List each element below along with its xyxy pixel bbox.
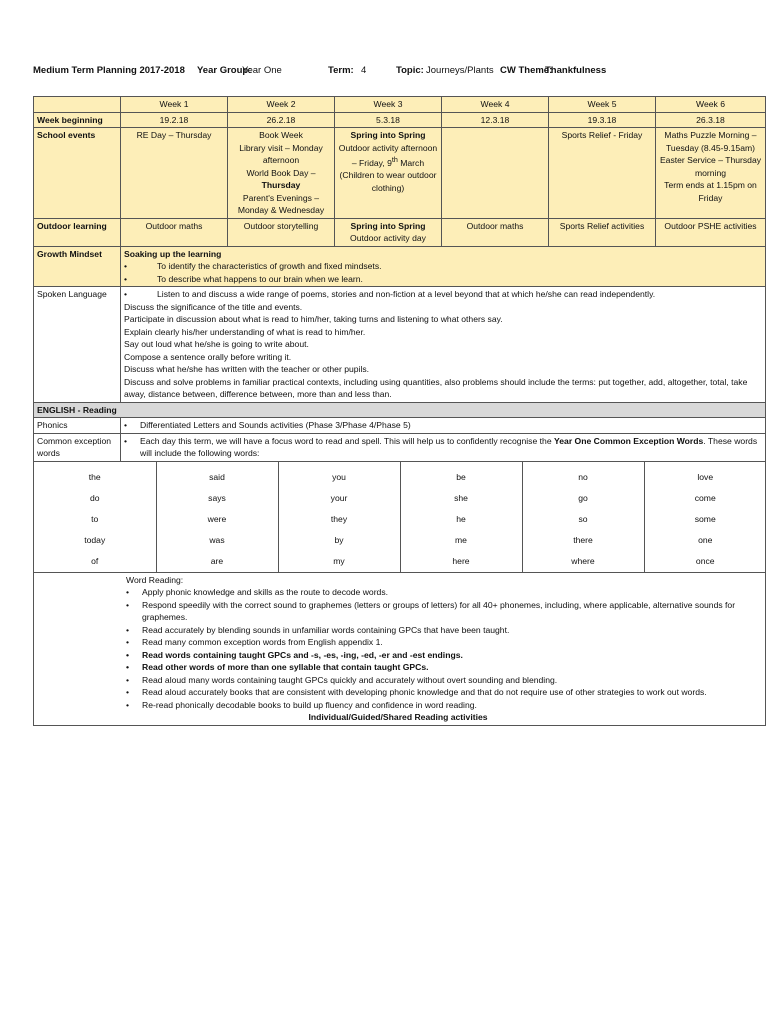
english-reading-row — [34, 402, 766, 418]
list-item: • Read many common exception words from English appendix 1. — [126, 637, 383, 647]
exception-word: to — [34, 509, 156, 530]
word-row — [34, 462, 766, 488]
event-cell: Book Week Library visit – Monday afternoon World Book Day – Thursday Parent's Evenings – Monday & Wednesday — [228, 128, 335, 219]
exception-word: your — [278, 488, 400, 509]
list-item: • Listen to and discuss a wide range of poems, stories and non-fiction at a level beyond that at which he/she can read independently. — [124, 289, 656, 299]
word-row — [34, 551, 766, 572]
topic-value: Journeys/Plants — [426, 65, 494, 76]
row-label: Outdoor learning — [34, 218, 121, 246]
word-reading-row — [34, 572, 766, 725]
year-group-value: Year One — [242, 65, 282, 76]
word-list-cell — [34, 461, 766, 572]
row-label: Week beginning — [34, 112, 121, 128]
exception-word: me — [400, 530, 522, 551]
growth-mindset-content — [121, 246, 766, 287]
week-heading: Week 6 — [656, 97, 766, 113]
word-row — [34, 530, 766, 551]
document-title: Medium Term Planning 2017-2018 — [33, 65, 185, 76]
document-header — [0, 65, 770, 81]
exception-word: do — [34, 488, 156, 509]
bullet-icon: • — [126, 687, 130, 697]
outdoor-cell: Outdoor maths — [121, 218, 228, 246]
section-heading: ENGLISH - Reading — [34, 402, 766, 418]
week-date: 26.2.18 — [228, 112, 335, 128]
event-cell: Spring into Spring Outdoor activity afternoon – Friday, 9th March (Children to wear outdoor clothing) — [335, 128, 442, 219]
list-item: • To describe what happens to our brain when we learn. — [124, 273, 363, 284]
exception-word: one — [698, 534, 713, 545]
bullet-icon: • — [126, 649, 130, 660]
word-row — [34, 488, 766, 509]
outdoor-cell: Outdoor storytelling — [228, 218, 335, 246]
cw-theme-label: CW Theme: — [500, 65, 553, 76]
exception-word: you — [278, 462, 400, 488]
list-item: • Re-read phonically decodable books to build up fluency and confidence in word reading. — [126, 699, 477, 710]
exception-word: so — [522, 509, 644, 530]
list-item: • Read words containing taught GPCs and -s, -es, -ing, -ed, -er and -est endings. — [126, 649, 463, 660]
word-reading-content — [34, 572, 766, 725]
list-item: • Read other words of more than one syllable that contain taught GPCs. — [126, 662, 429, 672]
list-item: • To identify the characteristics of growth and fixed mindsets. — [124, 261, 382, 271]
corner-cell — [34, 97, 121, 113]
exception-word: no — [522, 462, 644, 488]
exception-word: be — [400, 462, 522, 488]
bullet-icon: • — [124, 420, 128, 430]
week-date: 5.3.18 — [335, 112, 442, 128]
row-label: School events — [34, 128, 121, 219]
school-events-row — [34, 128, 766, 219]
exception-word: my — [278, 551, 400, 572]
bullet-icon: • — [124, 435, 128, 446]
outdoor-cell: Outdoor maths — [442, 218, 549, 246]
spoken-language-content: • Listen to and discuss a wide range of poems, stories and non-fiction at a level beyond that at which he/she can read independently. Discuss the significance of the title and events. Participate in discussion about what is read to him/her, taking turns and listening to what others say. Explain clearly his/her understanding of what is read to him/her. Say out loud what he/she is going to write about. Compose a sentence orally before writing it. Discuss what he/she has written with the teacher or other pupils. Discuss and solve problems in familiar practical contexts, including using quantities, also problems should include the terms: put together, add, altogether, total, take away, distance between, difference between, more than and less than. — [121, 287, 766, 403]
row-label: Spoken Language — [34, 287, 121, 403]
exception-word: she — [400, 488, 522, 509]
exception-word: once — [695, 555, 715, 566]
list-item: • Read aloud accurately books that are consistent with developing phonic knowledge and that do not require use of other strategies to work out words. — [126, 687, 707, 697]
exception-word: are — [156, 551, 278, 572]
word-row — [34, 509, 766, 530]
topic-label: Topic: — [396, 65, 424, 76]
event-cell — [442, 128, 549, 219]
exception-word: the — [34, 462, 156, 488]
week-heading: Week 3 — [335, 97, 442, 113]
bullet-icon: • — [126, 624, 130, 635]
week-date: 19.2.18 — [121, 112, 228, 128]
bullet-icon: • — [126, 699, 130, 710]
week-date: 12.3.18 — [442, 112, 549, 128]
exception-word: were — [156, 509, 278, 530]
planning-table — [33, 96, 765, 726]
common-exception-content — [121, 433, 766, 461]
bullet-icon: • — [124, 289, 128, 299]
common-exception-row — [34, 433, 766, 461]
week-date: 19.3.18 — [549, 112, 656, 128]
row-label: Common exception words — [34, 433, 121, 461]
bullet-icon: • — [126, 662, 130, 672]
bullet-icon: • — [126, 674, 130, 685]
exception-word: he — [400, 509, 522, 530]
week-heading: Week 1 — [121, 97, 228, 113]
exception-word: they — [278, 509, 400, 530]
exception-word: today — [34, 530, 156, 551]
bullet-icon: • — [126, 587, 130, 597]
week-date: 26.3.18 — [656, 112, 766, 128]
reading-activities-footer: Individual/Guided/Shared Reading activities — [308, 712, 488, 722]
exception-word: go — [522, 488, 644, 509]
bullet-icon: • — [124, 273, 128, 284]
growth-mindset-row — [34, 246, 766, 287]
list-item: • Respond speedily with the correct sound to graphemes (letters or groups of letters) for all 40+ phonemes, including, where applicable, alternative sounds for graphemes. — [126, 599, 736, 622]
week-heading: Week 5 — [549, 97, 656, 113]
week-heading: Week 2 — [228, 97, 335, 113]
outdoor-cell: Spring into Spring Outdoor activity day — [335, 218, 442, 246]
list-item: • Each day this term, we will have a focus word to read and spell. This will help us to confidently recognise the Year One Common Exception Words. These words will include the following words: — [124, 435, 758, 458]
event-cell: Maths Puzzle Morning – Tuesday (8.45-9.15am) Easter Service – Thursday morning Term ends at 1.15pm on Friday — [656, 128, 766, 219]
exception-word: by — [278, 530, 400, 551]
term-value: 4 — [361, 65, 367, 76]
cw-theme-value: Thankfulness — [545, 65, 607, 76]
outdoor-cell: Sports Relief activities — [549, 218, 656, 246]
exception-word: says — [156, 488, 278, 509]
exception-word: of — [34, 551, 156, 572]
exception-word: some — [694, 513, 716, 524]
row-label: Growth Mindset — [34, 246, 121, 287]
exception-word: come — [694, 492, 716, 503]
exception-word: love — [697, 471, 714, 482]
week-heading: Week 4 — [442, 97, 549, 113]
word-reading-label: Word Reading: — [126, 574, 184, 585]
list-item: • Read aloud many words containing taught GPCs quickly and accurately without overt sounding and blending. — [126, 674, 558, 685]
year-group-label: Year Group: — [197, 65, 252, 76]
event-cell: RE Day – Thursday — [121, 128, 228, 219]
bullet-icon: • — [126, 599, 130, 610]
outdoor-cell: Outdoor PSHE activities — [656, 218, 766, 246]
exception-word: there — [522, 530, 644, 551]
week-header-row — [34, 97, 766, 113]
row-label: Phonics — [34, 418, 121, 434]
exception-word: was — [156, 530, 278, 551]
outdoor-learning-row — [34, 218, 766, 246]
bullet-icon: • — [124, 261, 128, 271]
term-label: Term: — [328, 65, 354, 76]
growth-mindset-heading: Soaking up the learning — [124, 248, 222, 259]
phonics-content — [121, 418, 766, 434]
event-cell: Sports Relief - Friday — [549, 128, 656, 219]
bullet-icon: • — [126, 637, 130, 647]
spoken-language-row — [34, 287, 766, 403]
list-item: • Differentiated Letters and Sounds activities (Phase 3/Phase 4/Phase 5) — [124, 420, 411, 430]
list-item: • Apply phonic knowledge and skills as the route to decode words. — [126, 587, 389, 597]
exception-word: here — [400, 551, 522, 572]
exception-word: where — [522, 551, 644, 572]
week-beginning-row — [34, 112, 766, 128]
word-list-row — [34, 461, 766, 572]
phonics-row — [34, 418, 766, 434]
list-item: • Read accurately by blending sounds in unfamiliar words containing GPCs that have been taught. — [126, 624, 510, 635]
exception-word: said — [156, 462, 278, 488]
word-list — [34, 462, 766, 572]
